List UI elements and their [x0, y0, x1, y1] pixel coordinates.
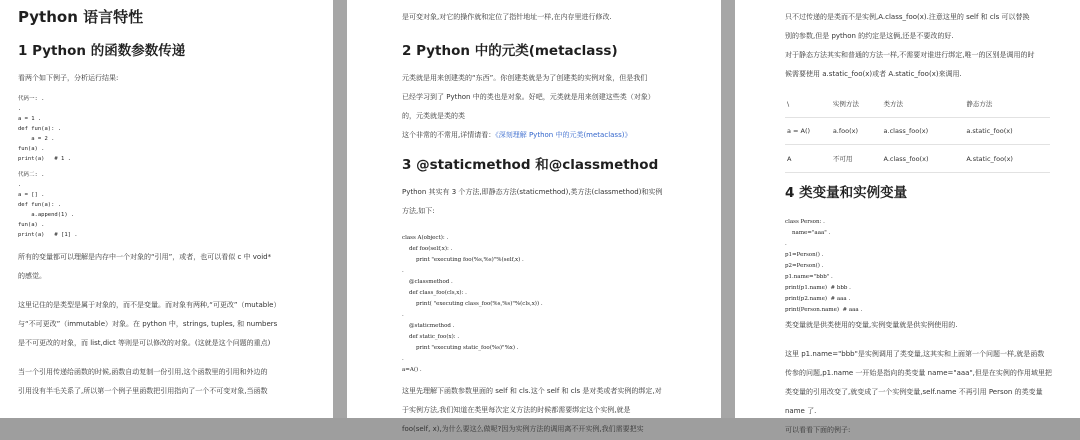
table-cell: A.static_foo(x): [964, 145, 1050, 173]
document-page-2: [347, 0, 721, 433]
table-header-cell: 类方法: [882, 90, 965, 118]
paragraph: 的感觉。: [18, 272, 46, 280]
table-header-cell: \: [785, 90, 831, 118]
code-block-2: 代码二: . . a = [] . def fun(a): . a.append(1) . fun(a) . print(a) # [1] .: [18, 172, 78, 238]
table-cell: a.foo(x): [831, 118, 882, 145]
paragraph: 对于静态方法其实和普通的方法一样,不需要对谁进行绑定,唯一的区别是调用的时: [785, 51, 1035, 59]
paragraph: 别的参数,但是 python 的约定是这俩,还是不要改的好.: [785, 32, 954, 40]
paragraph: name 了.: [785, 407, 817, 415]
paragraph: foo(self, x),为什么要这么做呢?因为实例方法的调用离不开实例,我们需要把实: [402, 425, 644, 433]
code-block-3: class A(object): . def foo(self,x): . print "executing foo(%s,%s)"%(self,x) . . @classmethod . def class_foo(cls,x): . print( "executing class_foo(%s,%s)"%(cls,x)) . . @staticmethod . def static_foo(x): . print "executing static_foo(%s)"%x) . . a=A() .: [402, 235, 543, 373]
paragraph: 候需要使用 a.static_foo(x)或者 A.static_foo(x)来调用.: [785, 70, 962, 78]
method-comparison-table: [785, 90, 1050, 173]
section-heading-1: 1 Python 的函数参数传递: [18, 43, 186, 59]
section-heading-2: 2 Python 中的元类(metaclass): [402, 43, 618, 59]
paragraph: 传参的问题,p1.name 一开始是指向的类变量 name="aaa",但是在实例的作用域里把: [785, 369, 1052, 377]
table-cell: A: [785, 145, 831, 173]
paragraph-text: 这个非常的不常用,详情请看：: [402, 131, 496, 139]
section-heading-4: 4 类变量和实例变量: [785, 185, 908, 201]
code-block-4: class Person: . name="aaa" . . p1=Person() . p2=Person() . p1.name="bbb" . print(p1.name) # bbb . print(p2.name) # aaa . print(Person.name) # aaa .: [785, 219, 863, 313]
paragraph: [402, 126, 687, 145]
section-heading-3: 3 @staticmethod 和@classmethod: [402, 157, 659, 173]
table-cell: a = A(): [785, 118, 831, 145]
page-gap: [333, 0, 347, 418]
paragraph: 当一个引用传递给函数的时候,函数自动复制一份引用,这个函数里的引用和外边的: [18, 368, 268, 376]
paragraph: 的，元类就是类的类: [402, 112, 465, 120]
paragraph: 这里记住的是类型是属于对象的，而不是变量。而对象有两种,“可更改”（mutable）: [18, 301, 281, 309]
table-header-row: [785, 90, 1050, 118]
paragraph: 已经学习到了 Python 中的类也是对象。好吧，元类就是用来创建这些类（对象）: [402, 93, 655, 101]
table-cell: 不可用: [831, 145, 882, 173]
table-row: [785, 118, 1050, 145]
table-header-cell: 实例方法: [831, 90, 882, 118]
paragraph: 方法,如下:: [402, 207, 435, 215]
paragraph: 是可变对象,对它的操作就和定位了指针地址一样,在内存里进行修改.: [402, 13, 612, 21]
table-header-cell: 静态方法: [964, 90, 1050, 118]
paragraph: 可以看看下面的例子:: [785, 426, 851, 434]
paragraph: 于实例方法,我们知道在类里每次定义方法的时候都需要绑定这个实例,就是: [402, 406, 631, 414]
paragraph: 引用没有半毛关系了,所以第一个例子里函数把引用指向了一个不可变对象,当函数: [18, 387, 268, 395]
paragraph: 是不可更改的对象，而 list,dict 等则是可以修改的对象。(这就是这个问题的重点): [18, 339, 271, 347]
table-cell: A.class_foo(x): [882, 145, 965, 173]
document-page-3: [735, 0, 1080, 434]
paragraph: 所有的变量都可以理解是内存中一个对象的“引用”，或者，也可以看似 c 中 void*: [18, 253, 272, 261]
page-title: Python 语言特性: [18, 8, 144, 26]
paragraph: Python 其实有 3 个方法,即静态方法(staticmethod),类方法(classmethod)和实例: [402, 188, 663, 196]
table-cell: a.class_foo(x): [882, 118, 965, 145]
document-page-1: [0, 0, 333, 418]
paragraph: 元类就是用来创建类的“东西”。你创建类就是为了创建类的实例对象，但是我们: [402, 74, 648, 82]
paragraph: 类变量就是供类使用的变量,实例变量就是供实例使用的.: [785, 321, 958, 329]
paragraph: 只不过传递的是类而不是实例,A.class_foo(x).注意这里的 self 和 cls 可以替换: [785, 13, 1030, 21]
paragraph: 这里先理解下函数参数里面的 self 和 cls.这个 self 和 cls 是对类或者实例的绑定,对: [402, 387, 662, 395]
metaclass-article-link[interactable]: 《深刻理解 Python 中的元类(metaclass)》: [495, 131, 632, 139]
table-row: [785, 145, 1050, 173]
code-block-1: 代码一: . . a = 1 . def fun(a): . a = 2 . fun(a) . print(a) # 1 .: [18, 96, 71, 162]
paragraph: 类变量的引用改变了,就变成了一个实例变量,self.name 不再引用 Person 的类变量: [785, 388, 1043, 396]
paragraph: 与“不可更改”（immutable）对象。在 python 中，strings, tuples, 和 numbers: [18, 320, 278, 328]
paragraph: 这里 p1.name="bbb"是实例调用了类变量,这其实和上面第一个问题一样,就是函数: [785, 350, 1045, 358]
page-gap: [721, 0, 735, 418]
paragraph: 看两个如下例子，分析运行结果:: [18, 74, 119, 82]
table-cell: a.static_foo(x): [964, 118, 1050, 145]
